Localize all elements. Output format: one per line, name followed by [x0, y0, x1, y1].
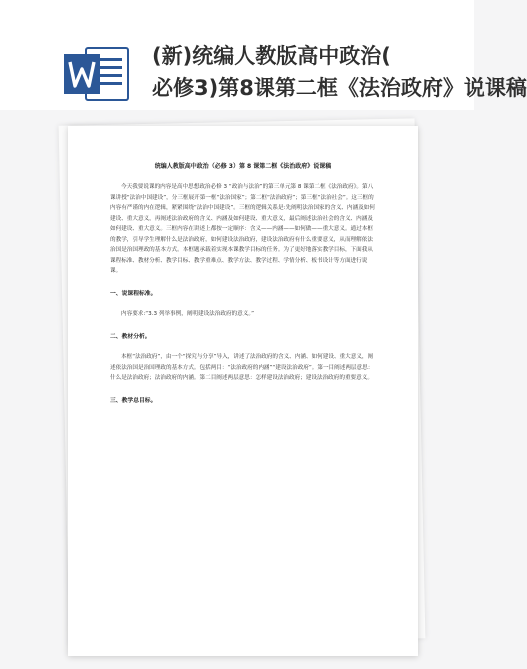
document-page [68, 126, 418, 656]
title-line-2: 必修3)第8课第二框《法治政府》说课稿 [152, 76, 527, 100]
page-title: 统编人教版高中政治（必修 3）第 8 课第二框《法治政府》说课稿 [154, 163, 332, 170]
section-body: 内容要求:“3.3 列举事例，阐明建设法治政府的意义。” [121, 311, 255, 317]
document-title-banner [152, 40, 527, 104]
intro-paragraph: 今天我要说课的内容是高中思想政治必修 3 “政治与法治”的第三单元第 8 课第二框《法治政府》。第八课讲授“法治中国建设”，分三框展开第一框“法治国家”；第二框“法治政府”；第三框“法治社会”。这三框的内容有严谨的内在逻辑，紧紧围绕“法治中国建设”。三框的逻辑关系是:先阐明法治国家的含义、内涵及如何建设、重大意义，再阐述法治政府的含义、内涵及如何建设、重大意义，最后阐述法治社会的含义、内涵及如何建设、重大意义。三框内容在讲述上都按一定顺序：含义——内涵——如何做——重大意义。通过本框的教学，引导学生理解什么是法治政府，如何建设法治政府，建设法治政府有什么重要意义，从而理解依法治国是治国理政的基本方式。本框题承载着实现本课教学目标的任务。为了更好地落实教学目标，下面我从课程标准、教材分析、教学目标、教学重难点、教学方法、教学过程、学情分析、板书设计等方面进行说课。 [110, 184, 375, 274]
title-line-1: (新)统编人教版高中政治( [152, 44, 391, 68]
section-body: 本框“法治政府”，由一个“探究与分享”导入，讲述了法治政府的含义、内涵、如何建设、重大意义，阐述依法治国是治国理政的基本方式。包括两目：“法治政府的内涵”“建设法治政府”。第一目阐述两层意思：什么是法治政府；法治政府的内涵。第二目阐述两层意思：怎样建设法治政府；建设法治政府的重要意义。 [110, 354, 374, 381]
preview-header [0, 0, 527, 110]
section-heading: 二、教材分析。 [110, 333, 151, 340]
word-document-icon [62, 42, 132, 106]
section-heading: 一、说课程标准。 [110, 290, 157, 297]
section-heading: 三、教学总目标。 [110, 397, 157, 404]
